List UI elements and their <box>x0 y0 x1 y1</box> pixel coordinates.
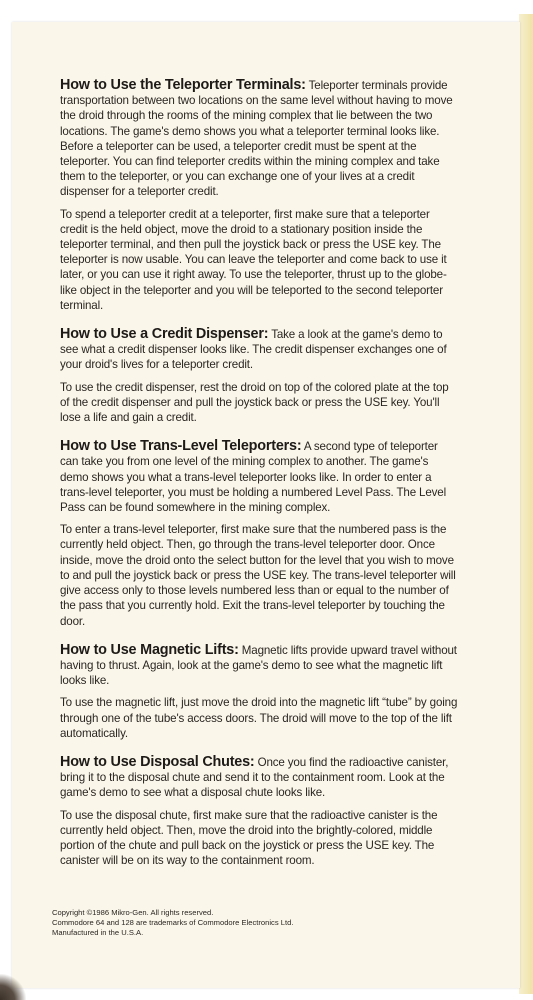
section-paragraph: To enter a trans-level teleporter, first make sure that the numbered pass is the currently held object. Then, go through the trans-level teleporter door. Once inside, move the droid onto the select button for the level that you wish to move to and pull the joystick back or press the USE key. The trans-level teleporter will give access only to those levels numbered less than or equal to the number of the pass that you currently hold. Exit the trans-level teleporter by touching the door. <box>60 523 456 628</box>
section-trans-level-teleporters <box>60 439 458 628</box>
section-disposal-chutes <box>60 755 458 868</box>
copyright-line: Copyright ©1986 Mikro-Gen. All rights reserved. <box>52 908 214 917</box>
section-credit-dispenser <box>60 327 458 425</box>
corner-shadow <box>0 974 26 1000</box>
section-paragraph: To use the credit dispenser, rest the droid on top of the colored plate at the top of the credit dispenser and pull the joystick back or press the USE key. You'll lose a life and gain a credit. <box>60 380 449 425</box>
section-heading: How to Use the Teleporter Terminals: <box>60 77 306 93</box>
section-heading: How to Use Magnetic Lifts: <box>60 641 239 658</box>
section-paragraph: To use the magnetic lift, just move the droid into the magnetic lift “tube” by going through one of the tube's access doors. The droid will move to the top of the lift automatically. <box>60 696 458 740</box>
section-magnetic-lifts <box>60 643 458 741</box>
section-paragraph: To spend a teleporter credit at a teleporter, first make sure that a teleporter credit is the held object, move the droid to a stationary position inside the teleporter terminal, and then pull the joystick back or press the USE key. The teleporter is now usable. You can leave the teleporter and come back to use it later, or you can use it right away. To use the teleporter, thrust up to the globe-like object in the teleporter and you will be teleported to the second teleporter terminal. <box>60 207 447 312</box>
section-intro: Teleporter terminals provide transportation between two locations on the same level without having to move the droid through the rooms of the mining complex that lie between the two locations. The game's demo shows you what a teleporter terminal looks like. Before a teleporter can be used, a teleporter credit must be spent at the teleporter. You can find teleporter credits within the mining complex and take them to the teleporter, or you can exchange one of your lives at a credit dispenser for a teleporter credit. <box>60 79 453 199</box>
copyright-footer <box>52 908 372 939</box>
section-heading: How to Use Disposal Chutes: <box>60 753 255 770</box>
section-intro: Magnetic lifts provide upward travel without having to thrust. Again, look at the game's demo to see what the magnetic lift looks like. <box>60 643 457 688</box>
section-paragraph: To use the disposal chute, first make sure that the radioactive canister is the currently held object. Then, move the droid into the brightly-colored, middle portion of the chute and pull back on the joystick or press the USE key. The canister will be on its way to the containment room. <box>60 808 438 868</box>
section-heading: How to Use Trans-Level Teleporters: <box>60 438 302 455</box>
section-heading: How to Use a Credit Dispenser: <box>60 326 269 343</box>
section-intro: A second type of teleporter can take you from one level of the mining complex to another. The game's demo shows you what a trans-level teleporter looks like. In order to enter a trans-level teleporter, you must be holding a numbered Level Pass. The Level Pass can be found somewhere in the mining complex. <box>60 440 447 515</box>
section-intro: Take a look at the game's demo to see what a credit dispenser looks like. The credit dispenser exchanges one of your droid's lives for a teleporter credit. <box>60 328 447 372</box>
section-intro: Once you find the radioactive canister, bring it to the disposal chute and send it to the containment room. Look at the game's demo to see what a disposal chute looks like. <box>60 755 449 800</box>
section-teleporter-terminals <box>60 78 458 313</box>
page-edge <box>519 14 533 994</box>
trademark-line: Commodore 64 and 128 are trademarks of Commodore Electronics Ltd. <box>52 918 294 928</box>
manufactured-line: Manufactured in the U.S.A. <box>52 928 144 938</box>
instructions-body <box>60 78 458 882</box>
